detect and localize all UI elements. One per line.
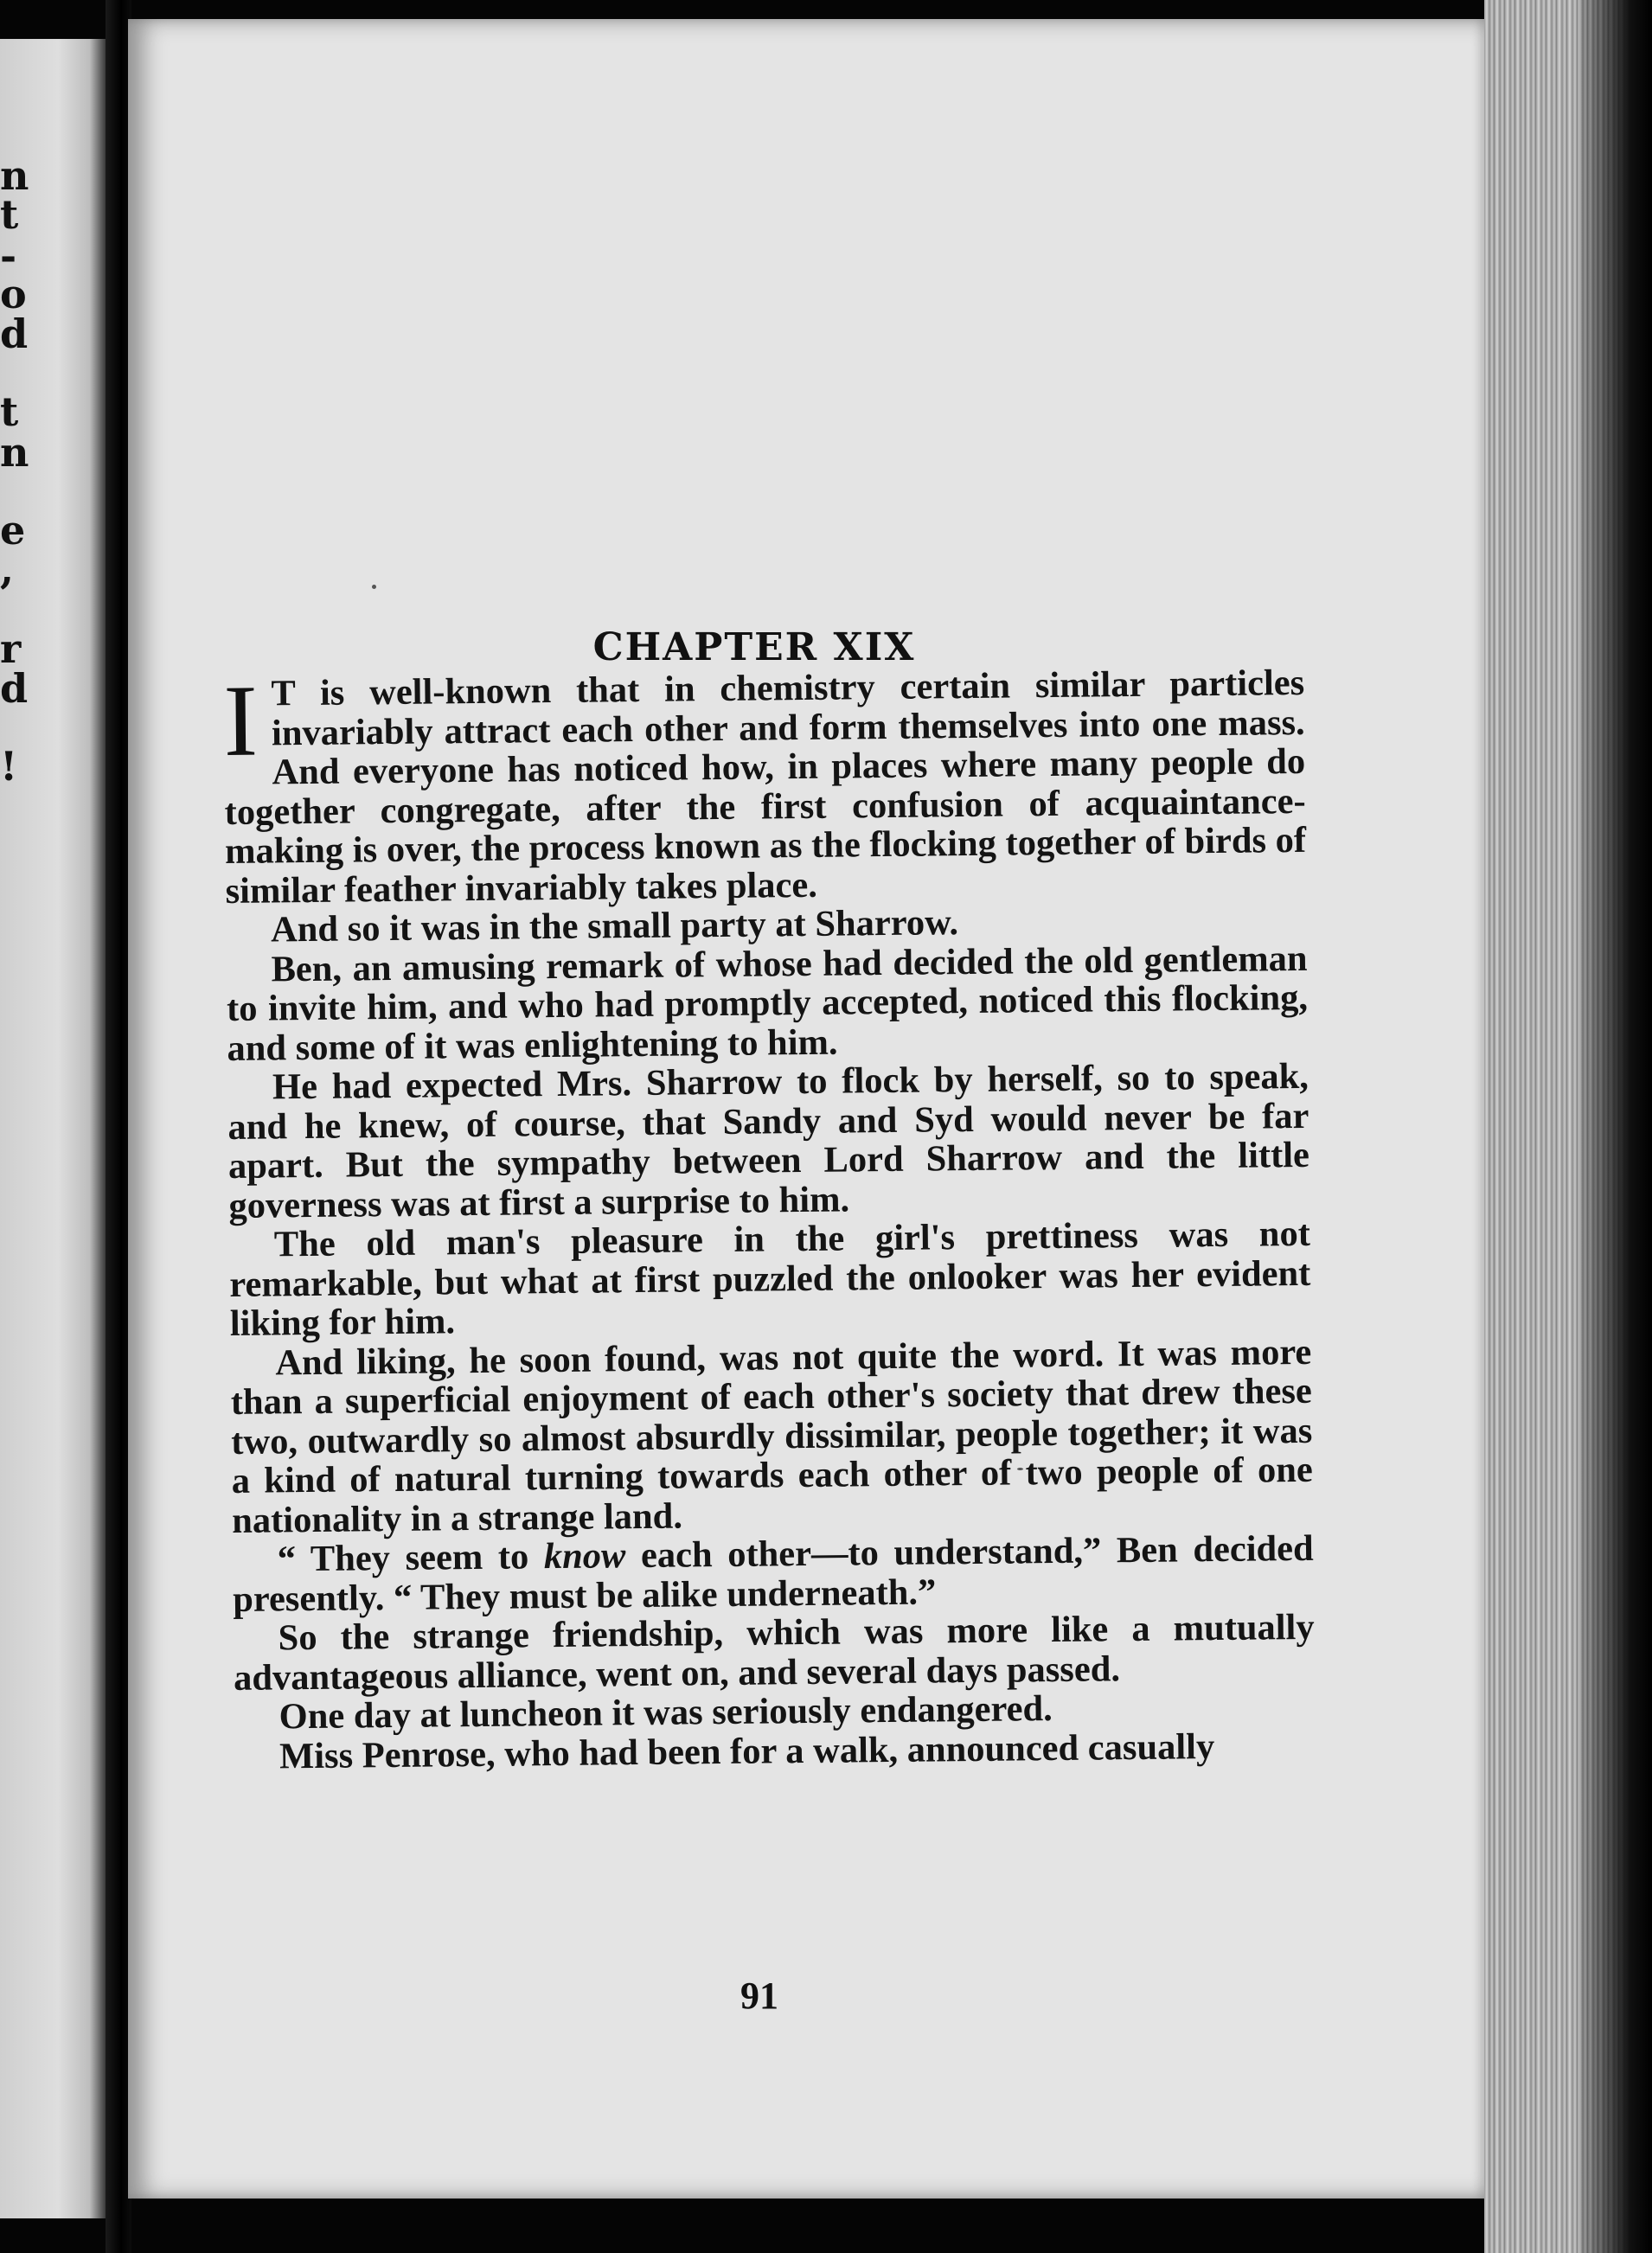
- opening-paragraph: [223, 663, 1307, 911]
- paragraph: And liking, he soon found, was not quite the word. It was more than a superficial enjoyment of each other's society that drew these two, outwardly so almost absurdly dissimilar, people together; it was a kind of natural turning towards each other of two people of one nationality in a strange land.: [230, 1331, 1313, 1541]
- stacked-page-edges: [1484, 0, 1652, 2253]
- facing-page-fragment: n: [0, 152, 29, 199]
- paragraph: He had expected Mrs. Sharrow to flock by herself, so to speak, and he knew, of course, that Sandy and Syd would never be far apart. But the sympathy between Lord Sharrow and the little governess was at first a surprise to him.: [227, 1055, 1310, 1226]
- facing-page-fragment: -: [0, 233, 17, 279]
- paragraph: One day at luncheon it was seriously endangered.: [279, 1688, 1053, 1738]
- quote-text: each other—to understand,” Ben decided presently. “ They must be alike underneath.”: [232, 1527, 1314, 1620]
- edge-shadow: [1579, 0, 1652, 2253]
- facing-page-fragment: e: [0, 507, 26, 554]
- facing-page-fragment: !: [0, 743, 18, 790]
- facing-page-fragment: d: [0, 310, 29, 357]
- paragraph-text: T is well-known that in chemistry certain similar particles invariably attract each other and form themselves into one mass. And everyone has noticed how, in places where many people do together congregate, after the first confusion of acquaintance-making is over, the process known as the flocking together of birds of similar feather invariably takes place.: [224, 662, 1307, 912]
- facing-page-fragment: t: [0, 191, 19, 238]
- paragraph: So the strange friendship, which was more like a mutually advantageous alliance, went on, and several days passed.: [233, 1606, 1315, 1699]
- facing-page-fragment: n: [0, 429, 29, 476]
- facing-page-fragment: ,: [0, 546, 15, 592]
- chapter-body: [223, 663, 1316, 1776]
- facing-page-fragment: t: [0, 388, 19, 435]
- chapter-title: CHAPTER XIX: [592, 625, 916, 670]
- facing-page-fragment: r: [0, 625, 22, 672]
- emphasized-word: know: [543, 1535, 626, 1578]
- paragraph: And so it was in the small party at Sharrow.: [270, 902, 959, 950]
- paragraph: Ben, an amusing remark of whose had decided the old gentleman to invite him, and who had promptly accepted, noticed this flocking, and some of it was enlightening to him.: [226, 938, 1309, 1069]
- paragraph: The old man's pleasure in the girl's prettiness was not remarkable, but what at first puzzled the onlooker was her evident liking for him.: [229, 1213, 1311, 1344]
- drop-cap: I: [222, 663, 259, 778]
- paper-speck: [372, 585, 376, 589]
- facing-page-fragment: d: [0, 665, 29, 712]
- facing-page-edge: [0, 39, 106, 2218]
- page-number: 91: [740, 1975, 778, 2017]
- quote-paragraph: [232, 1529, 1314, 1619]
- quote-text: “ They seem to: [277, 1536, 545, 1580]
- facing-page-fragment: o: [0, 271, 27, 317]
- paragraph: Miss Penrose, who had been for a walk, announced casually: [279, 1725, 1215, 1776]
